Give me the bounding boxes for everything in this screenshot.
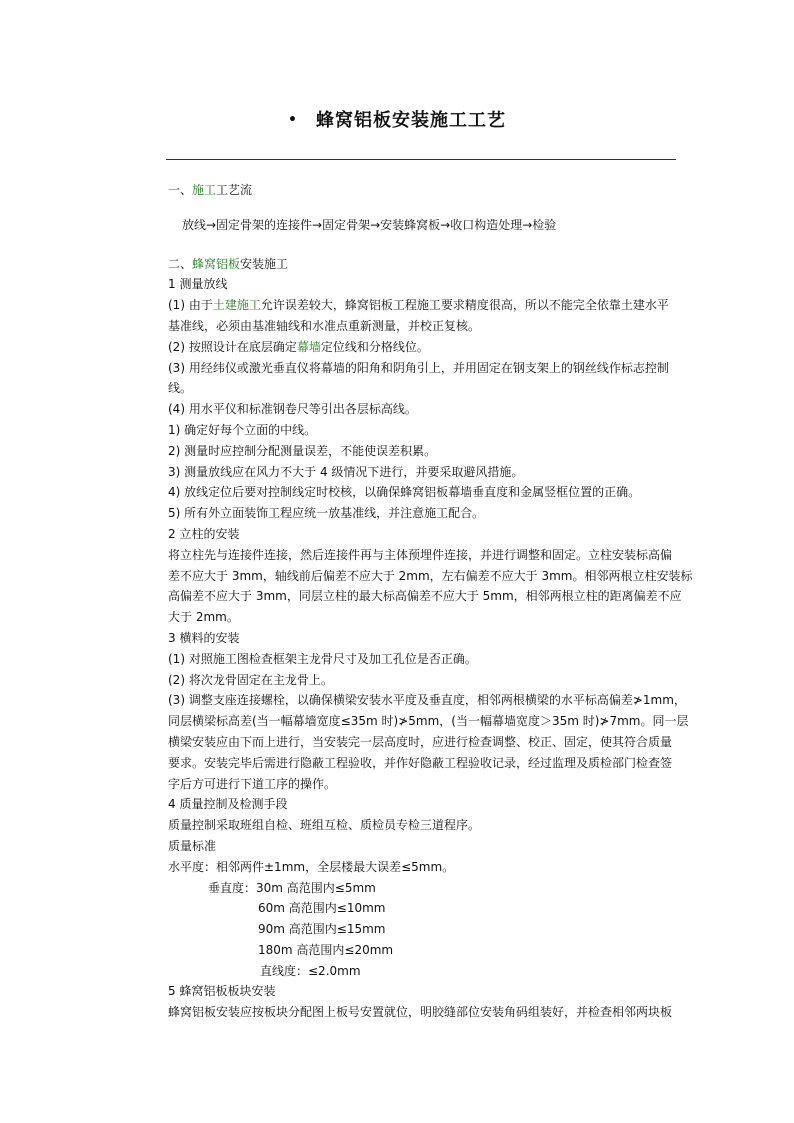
paragraph: 1 测量放线 <box>168 277 228 292</box>
link-muqiang[interactable]: 幕墙 <box>296 339 321 354</box>
paragraph: 2) 测量时应控制分配测量误差，不能使误差积累。 <box>168 443 437 458</box>
paragraph: 字后方可进行下道工序的操作。 <box>168 776 337 791</box>
paragraph: 60m 高范围内≤10mm <box>258 901 386 916</box>
paragraph: (2) 按照设计在底层确定幕墙定位线和分格线位。 <box>168 339 429 354</box>
paragraph: 4) 放线定位后要对控制线定时校核，以确保蜂窝铝板幕墙垂直度和金属竖框位置的正确。 <box>168 485 641 500</box>
paragraph: 1) 确定好每个立面的中线。 <box>168 422 317 437</box>
document-title <box>0 106 794 132</box>
paragraph: (3) 调整支座连接螺栓，以确保横梁安装水平度及垂直度，相邻两根横梁的水平标高偏差≯1mm， <box>168 693 686 708</box>
paragraph: 水平度：相邻两件±1mm，全层楼最大误差≤5mm。 <box>168 859 455 874</box>
paragraph: 蜂窝铝板安装应按板块分配图上板号安置就位，明胶缝部位安装角码组装好，并检查相邻两块板 <box>168 1005 673 1020</box>
paragraph: 3) 测量放线应在风力不大于 4 级情况下进行，并要采取避风措施。 <box>168 464 524 479</box>
paragraph: 同层横梁标高差(当一幅幕墙宽度≤35m 时)≯5mm，(当一幅幕墙宽度＞35m 时)≯7mm。同一层 <box>168 714 689 729</box>
paragraph: 质量标准 <box>168 838 217 853</box>
paragraph: 将立柱先与连接件连接，然后连接件再与主体预埋件连接，并进行调整和固定。立柱安装标高偏 <box>168 547 673 562</box>
process-flow: 放线→固定骨架的连接件→固定骨架→安装蜂窝板→收口构造处理→检验 <box>182 217 557 232</box>
paragraph: 5 蜂窝铝板板块安装 <box>168 984 276 999</box>
paragraph: (3) 用经纬仪或激光垂直仪将幕墙的阳角和阴角引上，并用固定在钢支架上的钢丝线作标志控制 <box>168 360 669 375</box>
paragraph: (2) 将次龙骨固定在主龙骨上。 <box>168 672 333 687</box>
paragraph: 90m 高范围内≤15mm <box>258 922 386 937</box>
paragraph: 3 横料的安装 <box>168 630 240 645</box>
paragraph: 大于 2mm。 <box>168 610 239 625</box>
paragraph: 线。 <box>168 381 193 396</box>
section-heading-2: 二、蜂窝铝板安装施工 <box>168 256 289 271</box>
document-body <box>168 180 693 1023</box>
link-shigong[interactable]: 施工 <box>192 183 217 197</box>
paragraph: 5) 所有外立面装饰工程应统一放基准线，并注意施工配合。 <box>168 506 485 521</box>
paragraph: (1) 由于土建施工允许误差较大，蜂窝铝板工程施工要求精度很高，所以不能完全依靠土建水平 <box>168 298 669 313</box>
paragraph: 高偏差不应大于 3mm，同层立柱的最大标高偏差不应大于 5mm，相邻两根立柱的距离偏差不应 <box>168 589 682 604</box>
paragraph: 横梁安装应由下而上进行，当安装完一层高度时，应进行检查调整、校正、固定，使其符合质量 <box>168 734 673 749</box>
title-divider <box>166 159 676 160</box>
paragraph: 基准线，必须由基准轴线和水准点重新测量，并校正复核。 <box>168 318 481 333</box>
bullet-icon: • <box>288 112 298 128</box>
paragraph: 要求。安装完毕后需进行隐蔽工程验收，并作好隐蔽工程验收记录，经过监理及质检部门检查签 <box>168 755 673 770</box>
paragraph: 4 质量控制及检测手段 <box>168 797 288 812</box>
paragraph: 2 立柱的安装 <box>168 526 240 541</box>
paragraph: 直线度：≤2.0mm <box>260 963 361 978</box>
paragraph: 差不应大于 3mm，轴线前后偏差不应大于 2mm，左右偏差不应大于 3mm。相邻两根立柱安装标 <box>168 568 693 583</box>
paragraph: 质量控制采取班组自检、班组互检、质检员专检三道程序。 <box>168 818 481 833</box>
paragraph: 180m 高范围内≤20mm <box>258 942 394 957</box>
paragraph: (4) 用水平仪和标准钢卷尺等引出各层标高线。 <box>168 402 417 417</box>
paragraph: (1) 对照施工图检查框架主龙骨尺寸及加工孔位是否正确。 <box>168 651 477 666</box>
title-text: 蜂窝铝板安装施工工艺 <box>315 110 506 131</box>
link-fengwolvban[interactable]: 蜂窝铝板 <box>192 256 241 271</box>
link-tujianshigong[interactable]: 土建施工 <box>212 298 261 313</box>
section-heading-1: 一、施工工艺流 <box>168 183 253 197</box>
paragraph: 垂直度：30m 高范围内≤5mm <box>208 880 376 895</box>
